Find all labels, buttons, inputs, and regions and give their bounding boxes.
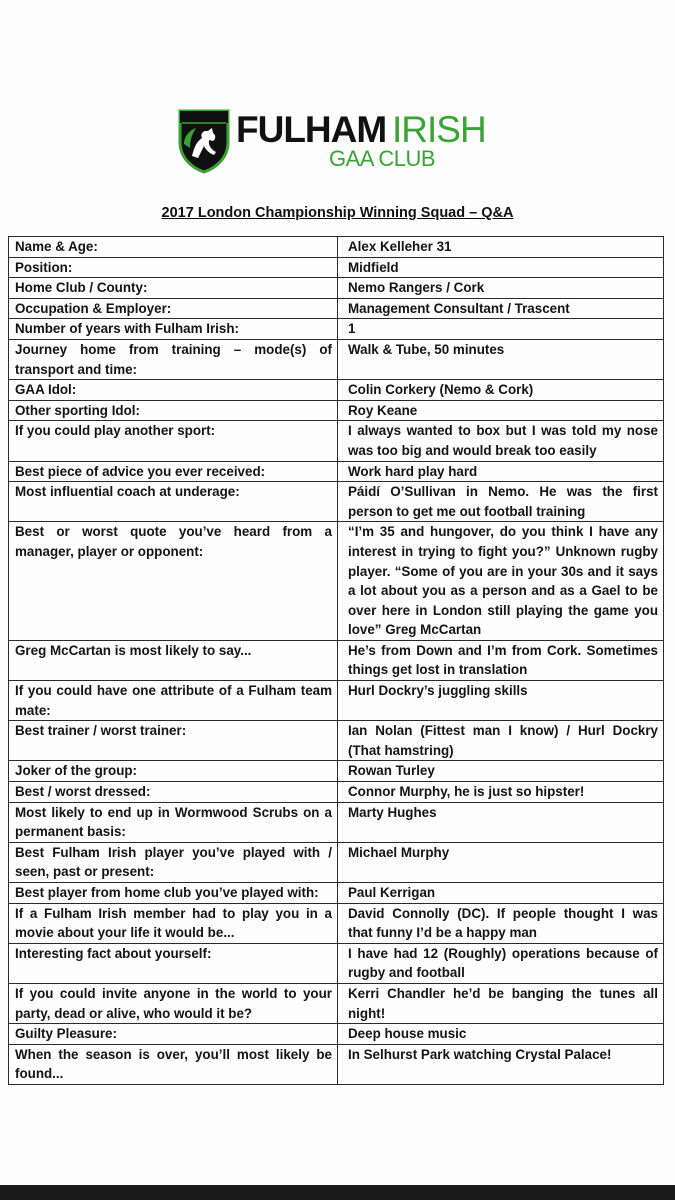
question-cell: Best or worst quote you’ve heard from a manager, player or opponent: <box>9 522 338 641</box>
question-cell: Interesting fact about yourself: <box>9 943 338 983</box>
question-cell: Position: <box>9 257 338 278</box>
table-row <box>9 782 664 803</box>
table-row <box>9 257 664 278</box>
table-row <box>9 802 664 842</box>
table-row <box>9 278 664 299</box>
answer-cell: Walk & Tube, 50 minutes <box>338 339 664 379</box>
table-row <box>9 461 664 482</box>
question-cell: Number of years with Fulham Irish: <box>9 319 338 340</box>
question-cell: Name & Age: <box>9 237 338 258</box>
table-row <box>9 761 664 782</box>
answer-cell: I have had 12 (Roughly) operations because of rugby and football <box>338 943 664 983</box>
question-cell: Most likely to end up in Wormwood Scrubs on a permanent basis: <box>9 802 338 842</box>
question-cell: Occupation & Employer: <box>9 298 338 319</box>
table-row <box>9 1024 664 1045</box>
bottom-bar <box>0 1185 675 1200</box>
answer-cell: Ian Nolan (Fittest man I know) / Hurl Dockry (That hamstring) <box>338 721 664 761</box>
table-row <box>9 640 664 680</box>
document-title: 2017 London Championship Winning Squad – Q&A <box>161 205 514 221</box>
answer-cell: “I’m 35 and hungover, do you think I have any interest in trying to fight you?” Unknown rugby player. “Some of you are in your 30s and it says a lot about you as a person and as a Gael to be over here in London still playing the game you love” Greg McCartan <box>338 522 664 641</box>
question-cell: If a Fulham Irish member had to play you in a movie about your life it would be... <box>9 903 338 943</box>
answer-cell: Connor Murphy, he is just so hipster! <box>338 782 664 803</box>
table-row <box>9 883 664 904</box>
question-cell: Home Club / County: <box>9 278 338 299</box>
question-cell: Best trainer / worst trainer: <box>9 721 338 761</box>
table-row <box>9 237 664 258</box>
question-cell: Greg McCartan is most likely to say... <box>9 640 338 680</box>
answer-cell: Paul Kerrigan <box>338 883 664 904</box>
table-row <box>9 339 664 379</box>
question-cell: When the season is over, you’ll most likely be found... <box>9 1044 338 1084</box>
answer-cell: Rowan Turley <box>338 761 664 782</box>
answer-cell: Michael Murphy <box>338 842 664 882</box>
question-cell: If you could invite anyone in the world to your party, dead or alive, who would it be? <box>9 983 338 1023</box>
club-logo <box>176 108 496 178</box>
question-cell: GAA Idol: <box>9 380 338 401</box>
question-cell: If you could have one attribute of a Fulham team mate: <box>9 681 338 721</box>
answer-cell: David Connolly (DC). If people thought I was that funny I’d be a happy man <box>338 903 664 943</box>
answer-cell: Deep house music <box>338 1024 664 1045</box>
question-cell: Guilty Pleasure: <box>9 1024 338 1045</box>
table-row <box>9 482 664 522</box>
table-row <box>9 319 664 340</box>
answer-cell: He’s from Down and I’m from Cork. Sometimes things get lost in translation <box>338 640 664 680</box>
qa-table <box>8 236 664 1085</box>
table-row <box>9 983 664 1023</box>
question-cell: Other sporting Idol: <box>9 400 338 421</box>
question-cell: Best Fulham Irish player you’ve played with / seen, past or present: <box>9 842 338 882</box>
table-row <box>9 903 664 943</box>
table-row <box>9 380 664 401</box>
logo-word-irish: IRISH <box>392 109 486 150</box>
table-row <box>9 522 664 641</box>
question-cell: Best / worst dressed: <box>9 782 338 803</box>
answer-cell: Páidí O’Sullivan in Nemo. He was the first person to get me out football training <box>338 482 664 522</box>
table-row <box>9 943 664 983</box>
table-row <box>9 721 664 761</box>
question-cell: Joker of the group: <box>9 761 338 782</box>
club-crest-icon <box>176 108 232 174</box>
table-row <box>9 400 664 421</box>
answer-cell: Roy Keane <box>338 400 664 421</box>
answer-cell: In Selhurst Park watching Crystal Palace! <box>338 1044 664 1084</box>
logo-subtitle: GAA CLUB <box>329 146 436 171</box>
table-row <box>9 842 664 882</box>
table-row <box>9 298 664 319</box>
qa-table-body <box>9 237 664 1085</box>
answer-cell: I always wanted to box but I was told my nose was too big and would break too easily <box>338 421 664 461</box>
table-row <box>9 1044 664 1084</box>
answer-cell: Alex Kelleher 31 <box>338 237 664 258</box>
question-cell: If you could play another sport: <box>9 421 338 461</box>
question-cell: Best piece of advice you ever received: <box>9 461 338 482</box>
answer-cell: Hurl Dockry’s juggling skills <box>338 681 664 721</box>
answer-cell: 1 <box>338 319 664 340</box>
answer-cell: Nemo Rangers / Cork <box>338 278 664 299</box>
table-row <box>9 421 664 461</box>
answer-cell: Kerri Chandler he’d be banging the tunes all night! <box>338 983 664 1023</box>
question-cell: Best player from home club you’ve played with: <box>9 883 338 904</box>
table-row <box>9 681 664 721</box>
logo-word-fulham: FULHAM <box>236 109 387 150</box>
answer-cell: Management Consultant / Trascent <box>338 298 664 319</box>
question-cell: Journey home from training – mode(s) of transport and time: <box>9 339 338 379</box>
answer-cell: Marty Hughes <box>338 802 664 842</box>
answer-cell: Midfield <box>338 257 664 278</box>
answer-cell: Work hard play hard <box>338 461 664 482</box>
question-cell: Most influential coach at underage: <box>9 482 338 522</box>
answer-cell: Colin Corkery (Nemo & Cork) <box>338 380 664 401</box>
